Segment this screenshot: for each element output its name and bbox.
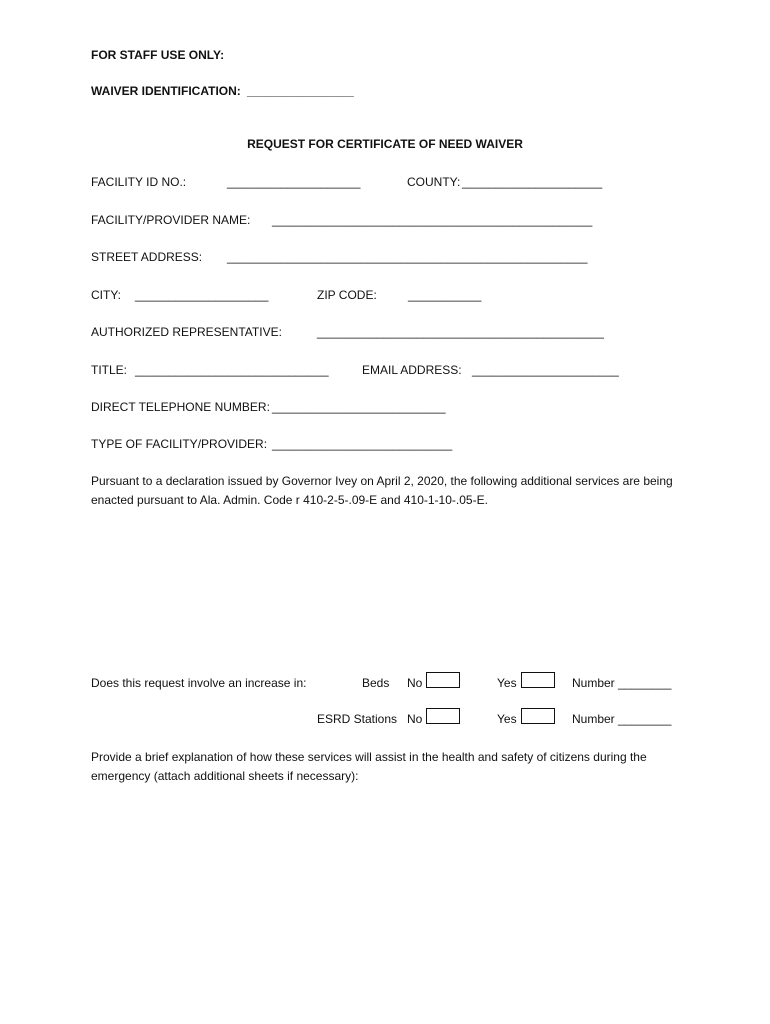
facility-name-field[interactable]: ________________________________________________: [272, 213, 593, 227]
facility-id-field[interactable]: ____________________: [227, 175, 361, 189]
beds-no-checkbox[interactable]: [426, 672, 460, 688]
increase-question: Does this request involve an increase in:: [91, 676, 307, 690]
email-field[interactable]: ______________________: [472, 363, 619, 377]
esrd-no-label: No: [407, 712, 423, 726]
beds-no-label: No: [407, 676, 423, 690]
beds-yes-label: Yes: [497, 676, 517, 690]
facility-type-field[interactable]: ___________________________: [272, 437, 453, 451]
county-field[interactable]: _____________________: [462, 175, 603, 189]
facility-type-label: TYPE OF FACILITY/PROVIDER:: [91, 437, 268, 451]
esrd-yes-label: Yes: [497, 712, 517, 726]
declaration-text: Pursuant to a declaration issued by Governor Ivey on April 2, 2020, the following additional services are being enacted pursuant to Ala. Admin. Code r 410-2-5-.09-E and 410-1-10-.05-E.: [91, 474, 673, 507]
facility-id-label: FACILITY ID NO.:: [91, 175, 187, 189]
city-label: CITY:: [91, 288, 122, 302]
street-address-field[interactable]: ______________________________________________________: [227, 250, 588, 264]
beds-yes-checkbox[interactable]: [521, 672, 555, 688]
email-label: EMAIL ADDRESS:: [362, 363, 462, 377]
title-field[interactable]: _____________________________: [135, 363, 329, 377]
esrd-number-field[interactable]: Number ________: [572, 712, 672, 726]
phone-field[interactable]: __________________________: [272, 400, 446, 414]
authorized-rep-label: AUTHORIZED REPRESENTATIVE:: [91, 325, 282, 339]
zip-code-field[interactable]: ___________: [408, 288, 482, 302]
beds-number-field[interactable]: Number ________: [572, 676, 672, 690]
esrd-no-checkbox[interactable]: [426, 708, 460, 724]
facility-name-label: FACILITY/PROVIDER NAME:: [91, 213, 251, 227]
esrd-yes-checkbox[interactable]: [521, 708, 555, 724]
beds-label: Beds: [362, 676, 390, 690]
esrd-label: ESRD Stations: [317, 712, 398, 726]
waiver-id-line[interactable]: ________________: [247, 84, 354, 98]
staff-use-heading: FOR STAFF USE ONLY:: [91, 48, 225, 62]
explanation-text: Provide a brief explanation of how these services will assist in the health and safety of citizens during the emergency (attach additional sheets if necessary):: [91, 750, 647, 783]
city-field[interactable]: ____________________: [135, 288, 269, 302]
street-address-label: STREET ADDRESS:: [91, 250, 203, 264]
phone-label: DIRECT TELEPHONE NUMBER:: [91, 400, 270, 414]
title-label: TITLE:: [91, 363, 128, 377]
waiver-id-label: WAIVER IDENTIFICATION:: [91, 84, 241, 98]
form-title: REQUEST FOR CERTIFICATE OF NEED WAIVER: [247, 137, 523, 151]
county-label: COUNTY:: [407, 175, 461, 189]
authorized-rep-field[interactable]: ___________________________________________: [317, 325, 604, 339]
zip-code-label: ZIP CODE:: [317, 288, 377, 302]
